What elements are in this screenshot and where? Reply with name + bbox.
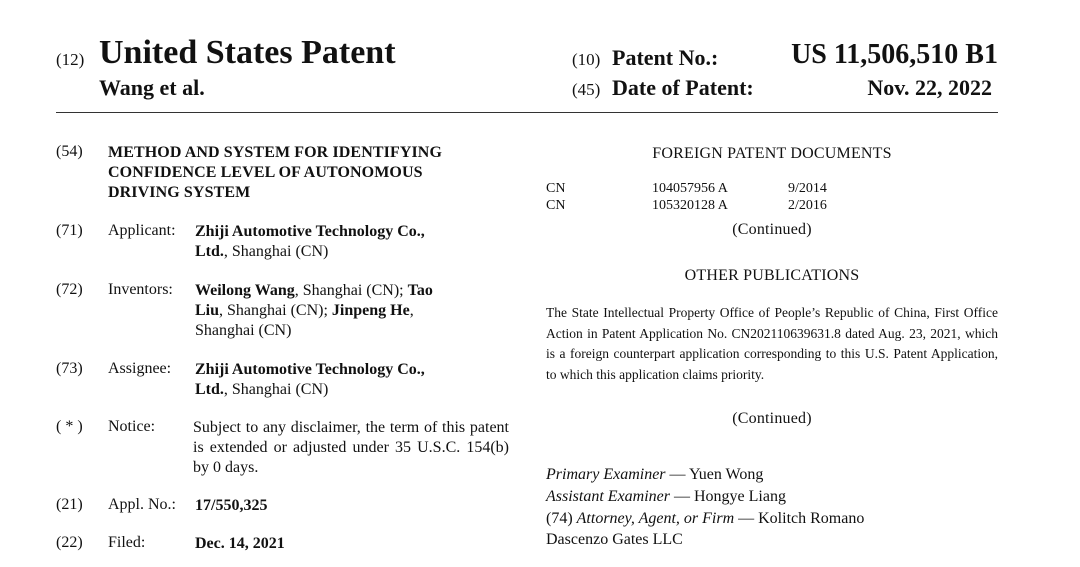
inventor-3-comma: , [409, 302, 414, 319]
inventor-2-name-part-1: Tao [407, 282, 433, 299]
inventor-1-location: , Shanghai (CN); [294, 282, 408, 299]
inventor-3-name: Jinpeng He [331, 302, 410, 319]
inventor-2-name-part-2: Liu [195, 302, 220, 319]
foreign-number: 105320128 A [652, 198, 728, 213]
other-publications-continued: (Continued) [732, 410, 812, 427]
foreign-date: 2/2016 [788, 198, 827, 213]
assignee-name-line-1: Zhiji Automotive Technology Co., [195, 361, 425, 378]
foreign-continued: (Continued) [732, 221, 812, 238]
attorney-code: (74) [546, 510, 577, 527]
assignee-label: Assignee: [108, 360, 172, 377]
code-45: (45) [572, 80, 601, 99]
applicant-label: Applicant: [108, 222, 176, 239]
appl-no-value: 17/550,325 [195, 497, 268, 514]
code-71: (71) [56, 222, 83, 239]
invention-title-line-1: METHOD AND SYSTEM FOR IDENTIFYING [108, 144, 443, 161]
applicant-location: , Shanghai (CN) [223, 243, 329, 260]
inventors-short: Wang et al. [99, 75, 205, 100]
foreign-country: CN [546, 181, 566, 196]
inventor-3-location: Shanghai (CN) [195, 322, 292, 339]
foreign-number: 104057956 A [652, 181, 728, 196]
other-publications-heading: OTHER PUBLICATIONS [684, 267, 860, 284]
code-notice: ( * ) [56, 418, 83, 435]
invention-title-line-2: CONFIDENCE LEVEL OF AUTONOMOUS [108, 164, 423, 181]
assignee-location: , Shanghai (CN) [223, 381, 329, 398]
applicant-name-line-2: Ltd. [195, 243, 224, 260]
code-72: (72) [56, 281, 83, 298]
date-of-patent: Nov. 22, 2022 [867, 75, 992, 100]
filed-value: Dec. 14, 2021 [195, 535, 285, 552]
attorney-name-line-1: — Kolitch Romano [734, 510, 865, 527]
filed-label: Filed: [108, 534, 146, 551]
notice-label: Notice: [108, 418, 156, 435]
header-divider [56, 112, 998, 113]
notice-text: Subject to any disclaimer, the term of this patent is extended or adjusted under 35 U.S.C. 154(b) by 0 days. [193, 419, 509, 476]
patent-number: US 11,506,510 B1 [791, 39, 998, 70]
code-22: (22) [56, 534, 83, 551]
code-12: (12) [56, 50, 85, 69]
patent-type-title: United States Patent [99, 34, 396, 71]
inventors-label: Inventors: [108, 281, 173, 298]
patent-no-label: Patent No.: [612, 45, 719, 70]
code-54: (54) [56, 143, 83, 160]
primary-examiner-label: Primary Examiner [546, 466, 666, 483]
other-publications-text: The State Intellectual Property Office of People’s Republic of China, First Office Action in Patent Application No. CN202110639631.8 dated Aug. 23, 2021, which is a foreign counterpart application corresponding to this U.S. Patent Application, to which this application claims priority. [546, 305, 998, 382]
primary-examiner-name: — Yuen Wong [665, 466, 764, 483]
attorney-label: Attorney, Agent, or Firm [576, 510, 735, 527]
assistant-examiner-name: — Hongye Liang [670, 488, 786, 505]
appl-no-label: Appl. No.: [108, 496, 176, 513]
applicant-name-line-1: Zhiji Automotive Technology Co., [195, 223, 425, 240]
assistant-examiner-label: Assistant Examiner [546, 488, 670, 505]
code-73: (73) [56, 360, 83, 377]
foreign-country: CN [546, 198, 566, 213]
code-21: (21) [56, 496, 83, 513]
inventor-2-location: , Shanghai (CN); [219, 302, 332, 319]
inventor-1-name: Weilong Wang [195, 282, 295, 299]
date-of-patent-label: Date of Patent: [612, 75, 754, 100]
assignee-name-line-2: Ltd. [195, 381, 224, 398]
foreign-heading: FOREIGN PATENT DOCUMENTS [652, 145, 892, 162]
foreign-date: 9/2014 [788, 181, 827, 196]
invention-title-line-3: DRIVING SYSTEM [108, 184, 251, 201]
attorney-name-line-2: Dascenzo Gates LLC [546, 531, 683, 548]
code-10: (10) [572, 50, 601, 69]
